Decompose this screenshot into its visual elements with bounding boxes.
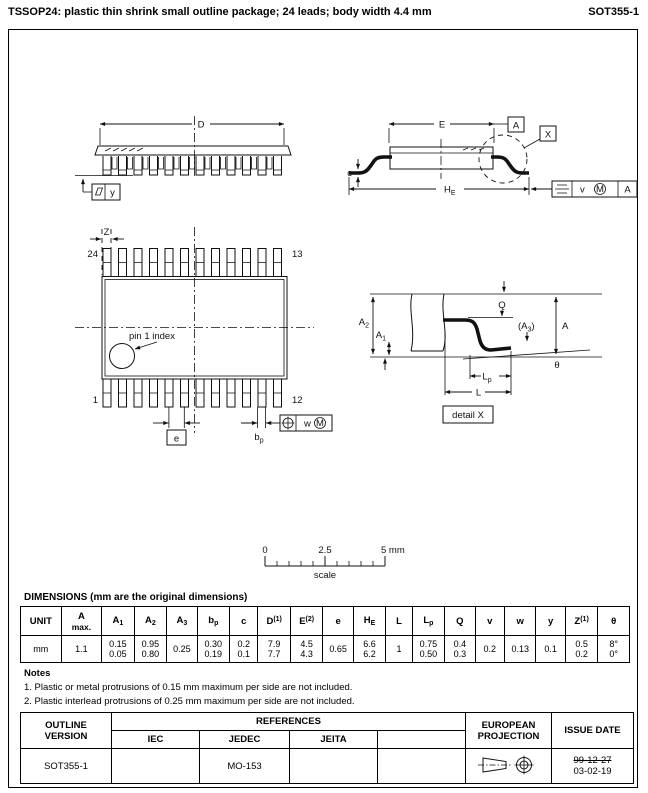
scale-mid-label: 2.5 [318,545,332,556]
dim-label-q: Q [498,300,506,311]
col-header-e: e [323,607,353,636]
top-view-drawing [75,227,332,445]
detail-x-caption: detail X [452,410,484,421]
package-code: SOT355-1 [588,6,639,18]
dim-label-a2: $A_2$ [358,317,369,330]
dim-value-unit: mm [21,636,62,663]
col-header-e-cap: $E^{(2)}$ [290,607,322,636]
dim-label-z: Z [103,227,110,238]
note-item: 1. Plastic or metal protrusions of 0.15 mm maximum per side are not included. [24,682,353,693]
detail-x-ref-label: X [544,129,552,141]
col-header-z: $Z^{(1)}$ [565,607,597,636]
col-header-a2: $A_2$ [134,607,166,636]
col-header-lp: $L_p$ [412,607,444,636]
iec-value [112,749,200,784]
dimensions-title: DIMENSIONS (mm are the original dimensions) [24,592,248,603]
scale-bar [262,545,404,581]
side-view-drawing [75,116,291,200]
scale-end-label: 5 mm [381,545,405,556]
dimensions-value-row [21,636,630,663]
european-projection-header: EUROPEAN PROJECTION [466,713,552,749]
dim-label-l: L [475,387,482,399]
pin-number-24: 24 [87,249,98,260]
references-extra-header [378,731,466,749]
dim-value-cell: 1.1 [61,636,102,663]
col-header-unit: UNIT [21,607,62,636]
tolerance-w-label: w [304,418,311,430]
dim-value-cell: 0.13 [504,636,535,663]
dim-label-bp: $b_p$ [254,432,264,445]
dim-value-cell: 0.95 0.80 [134,636,166,663]
dim-value-cell: 0.65 [323,636,353,663]
dim-value-cell: 0.15 0.05 [102,636,134,663]
dim-value-cell: 6.6 6.2 [353,636,385,663]
first-angle-projection-icon [478,754,540,776]
issue-date-header: ISSUE DATE [552,713,634,749]
pin1-index-label: pin 1 index [129,331,175,342]
dim-value-cell: 1 [386,636,412,663]
max-material-m-label: M [316,417,324,429]
col-header-y: y [536,607,565,636]
references-header-row-1 [21,713,634,731]
jedec-value: MO-153 [200,749,290,784]
pin-number-1: 1 [92,395,98,406]
notes-title: Notes [24,668,51,679]
col-header-a3: $A_3$ [167,607,197,636]
dim-value-cell: 7.9 7.7 [258,636,290,663]
datum-a-label: A [512,120,520,132]
col-header-w: w [504,607,535,636]
col-header-d: $D^{(1)}$ [258,607,290,636]
dim-value-cell: 0.1 [536,636,565,663]
dim-value-cell: 0.25 [167,636,197,663]
dimensions-table [20,606,630,663]
dim-value-cell: 0.75 0.50 [412,636,444,663]
references-table [20,712,634,784]
dim-label-c: c [347,168,352,179]
dimensions-header-row [21,607,630,636]
notes-section [24,668,355,710]
references-value-row [21,749,634,784]
end-view-drawing [347,117,637,197]
max-material-m-label: M [596,183,604,195]
note-item: 2. Plastic interlead protrusions of 0.25 mm maximum per side are not included. [24,696,355,707]
col-header-c: c [230,607,258,636]
dim-value-cell: 0.5 0.2 [565,636,597,663]
dim-value-cell: 0.2 0.1 [230,636,258,663]
dim-label-a3: $(A_3)$ [518,321,535,334]
european-projection-cell [466,749,552,784]
iec-header: IEC [112,731,200,749]
col-header-l: L [386,607,412,636]
dim-label-he: $H_E$ [444,184,456,197]
tolerance-datum-a-label: A [624,184,631,196]
issue-date-cell [552,749,634,784]
pin-number-12: 12 [292,395,303,406]
scale-start-label: 0 [262,545,268,556]
dim-label-lp: $L_p$ [482,371,492,384]
seating-plane-symbol-icon [96,188,103,195]
dim-label-a1: $A_1$ [375,330,386,343]
dim-value-cell: 4.5 4.3 [290,636,322,663]
symmetry-symbol-icon [555,185,569,193]
jeita-value [290,749,378,784]
dim-label-a: A [562,321,569,332]
issue-date-new: 03-02-19 [573,766,612,777]
issue-date-old: 99-12-27 [573,755,612,766]
references-header: REFERENCES [112,713,466,731]
jedec-header: JEDEC [200,731,290,749]
jeita-header: JEITA [290,731,378,749]
col-header-bp: $b_p$ [197,607,229,636]
pin-number-13: 13 [292,249,303,260]
col-header-theta: θ [598,607,630,636]
dim-label-d: D [197,119,205,131]
outline-version-header: OUTLINE VERSION [21,713,112,749]
dim-value-cell: 0.2 [475,636,504,663]
col-header-a-max: A max. [61,607,102,636]
page-title: TSSOP24: plastic thin shrink small outline package; 24 leads; body width 4.4 mm [8,6,432,18]
dim-label-e-width: E [438,119,446,131]
tolerance-v-label: v [580,184,585,196]
package-outline-figure [8,29,640,587]
outline-version-value: SOT355-1 [21,749,112,784]
pin1-index-mark [110,344,135,369]
col-header-he: $H_E$ [353,607,385,636]
references-extra-value [378,749,466,784]
dim-label-theta: θ [554,360,560,371]
dim-value-cell: 8° 0° [598,636,630,663]
col-header-v: v [475,607,504,636]
dim-value-cell: 0.4 0.3 [445,636,475,663]
dim-value-cell: 0.30 0.19 [197,636,229,663]
datum-y-label: y [110,187,115,199]
col-header-q: Q [445,607,475,636]
detail-x-drawing [359,281,602,423]
col-header-a1: $A_1$ [102,607,134,636]
dim-label-e-pitch: e [173,433,180,445]
scale-caption: scale [313,570,337,581]
